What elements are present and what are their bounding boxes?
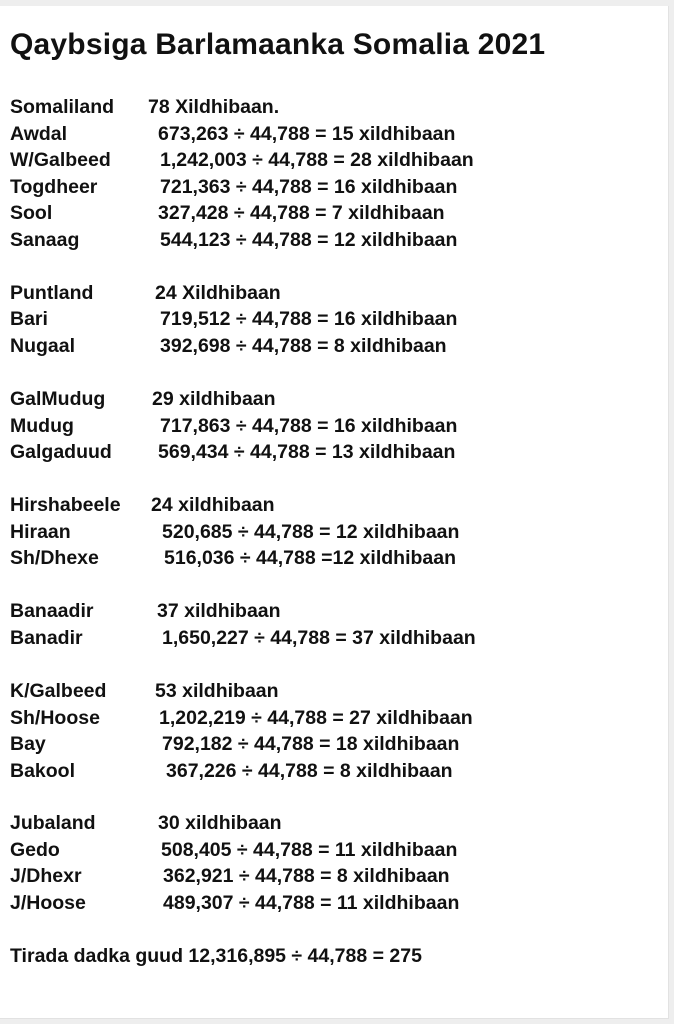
region-calculation: 327,428 ÷ 44,788 = 7 xildhibaan	[158, 202, 445, 224]
region-name: Sanaag	[10, 229, 80, 251]
region-name: Nugaal	[10, 335, 76, 357]
region-calculation: 392,698 ÷ 44,788 = 8 xildhibaan	[160, 335, 447, 357]
region-calculation: 1,202,219 ÷ 44,788 = 27 xildhibaan	[159, 707, 473, 729]
region-name: Sh/Hoose	[10, 707, 100, 729]
region-name: Bari	[10, 308, 48, 330]
region-calculation: 717,863 ÷ 44,788 = 16 xildhibaan	[160, 415, 458, 437]
region-name: Awdal	[10, 123, 68, 145]
region-calculation: 1,650,227 ÷ 44,788 = 37 xildhibaan	[162, 627, 476, 649]
group-name: Somaliland	[10, 96, 115, 118]
region-name: Mudug	[10, 415, 74, 437]
page-title: Qaybsiga Barlamaanka Somalia 2021	[10, 28, 546, 61]
region-name: Sool	[10, 202, 53, 224]
region-calculation: 516,036 ÷ 44,788 =12 xildhibaan	[164, 547, 457, 569]
group-name: Puntland	[10, 282, 94, 304]
region-calculation: 520,685 ÷ 44,788 = 12 xildhibaan	[162, 521, 460, 543]
region-calculation: 792,182 ÷ 44,788 = 18 xildhibaan	[162, 733, 460, 755]
group-seat-total: 24 Xildhibaan	[155, 282, 281, 304]
region-name: Hiraan	[10, 521, 71, 543]
region-calculation: 721,363 ÷ 44,788 = 16 xildhibaan	[160, 176, 458, 198]
region-calculation: 569,434 ÷ 44,788 = 13 xildhibaan	[158, 441, 456, 463]
region-calculation: 1,242,003 ÷ 44,788 = 28 xildhibaan	[160, 149, 474, 171]
region-name: Togdheer	[10, 176, 98, 198]
group-name: Banaadir	[10, 600, 94, 622]
group-name: Hirshabeele	[10, 494, 121, 516]
group-name: Jubaland	[10, 812, 96, 834]
region-calculation: 673,263 ÷ 44,788 = 15 xildhibaan	[158, 123, 456, 145]
region-calculation: 719,512 ÷ 44,788 = 16 xildhibaan	[160, 308, 458, 330]
document-page	[0, 6, 669, 1019]
group-seat-total: 53 xildhibaan	[155, 680, 279, 702]
region-name: Bakool	[10, 760, 76, 782]
region-name: Gedo	[10, 839, 60, 861]
region-calculation: 367,226 ÷ 44,788 = 8 xildhibaan	[166, 760, 453, 782]
region-name: Galgaduud	[10, 441, 112, 463]
region-name: J/Hoose	[10, 892, 86, 914]
group-seat-total: 78 Xildhibaan.	[148, 96, 280, 118]
group-seat-total: 30 xildhibaan	[158, 812, 282, 834]
region-calculation: 489,307 ÷ 44,788 = 11 xildhibaan	[163, 892, 460, 914]
region-name: W/Galbeed	[10, 149, 111, 171]
population-total-line: Tirada dadka guud 12,316,895 ÷ 44,788 = 275	[10, 945, 422, 967]
group-seat-total: 37 xildhibaan	[157, 600, 281, 622]
group-name: K/Galbeed	[10, 680, 107, 702]
region-name: Banadir	[10, 627, 83, 649]
region-name: J/Dhexr	[10, 865, 82, 887]
region-calculation: 544,123 ÷ 44,788 = 12 xildhibaan	[160, 229, 458, 251]
region-calculation: 508,405 ÷ 44,788 = 11 xildhibaan	[161, 839, 458, 861]
group-seat-total: 24 xildhibaan	[151, 494, 275, 516]
group-name: GalMudug	[10, 388, 106, 410]
region-calculation: 362,921 ÷ 44,788 = 8 xildhibaan	[163, 865, 450, 887]
region-name: Sh/Dhexe	[10, 547, 99, 569]
group-seat-total: 29 xildhibaan	[152, 388, 276, 410]
region-name: Bay	[10, 733, 46, 755]
